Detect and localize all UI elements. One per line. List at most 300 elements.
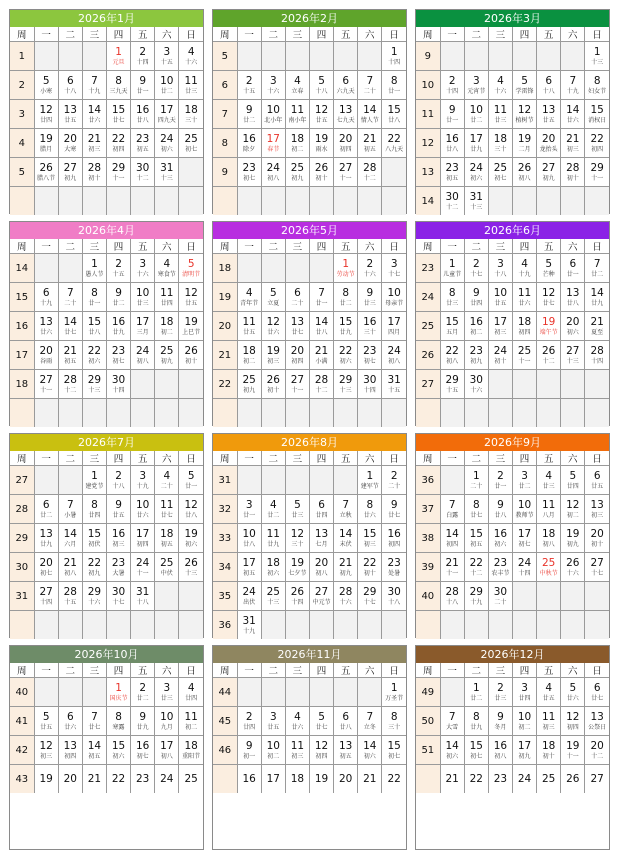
day-cell[interactable] xyxy=(285,553,309,582)
day-cell[interactable] xyxy=(58,524,82,553)
day-cell[interactable] xyxy=(107,129,131,158)
day-cell[interactable] xyxy=(261,71,285,100)
day-cell[interactable] xyxy=(131,707,155,736)
day-cell[interactable] xyxy=(440,129,464,158)
day-cell[interactable] xyxy=(561,100,585,129)
day-cell[interactable] xyxy=(34,495,58,524)
day-cell[interactable] xyxy=(179,100,203,129)
day-cell[interactable] xyxy=(285,129,309,158)
day-cell[interactable] xyxy=(82,553,106,582)
day-cell[interactable] xyxy=(464,736,488,765)
day-cell[interactable] xyxy=(155,466,179,495)
day-cell[interactable] xyxy=(440,736,464,765)
day-cell[interactable] xyxy=(82,129,106,158)
day-cell[interactable] xyxy=(58,495,82,524)
day-cell[interactable] xyxy=(488,129,512,158)
day-cell[interactable] xyxy=(537,707,561,736)
day-cell[interactable] xyxy=(310,341,334,370)
day-cell[interactable] xyxy=(440,283,464,312)
day-cell[interactable] xyxy=(382,42,406,71)
day-cell[interactable] xyxy=(131,42,155,71)
day-cell[interactable] xyxy=(585,524,609,553)
day-cell[interactable] xyxy=(464,158,488,187)
day-cell[interactable] xyxy=(585,707,609,736)
day-cell[interactable] xyxy=(464,524,488,553)
day-cell[interactable] xyxy=(310,158,334,187)
day-cell[interactable] xyxy=(82,254,106,283)
day-cell[interactable] xyxy=(131,524,155,553)
day-cell[interactable] xyxy=(537,678,561,707)
day-cell[interactable] xyxy=(334,341,358,370)
day-cell[interactable] xyxy=(537,100,561,129)
day-cell[interactable] xyxy=(58,312,82,341)
day-cell[interactable] xyxy=(358,495,382,524)
day-cell[interactable] xyxy=(358,707,382,736)
day-cell[interactable] xyxy=(488,158,512,187)
day-cell[interactable] xyxy=(382,370,406,399)
day-cell[interactable] xyxy=(131,100,155,129)
day-cell[interactable] xyxy=(464,370,488,399)
day-cell[interactable] xyxy=(155,158,179,187)
day-cell[interactable] xyxy=(131,158,155,187)
day-cell[interactable] xyxy=(537,158,561,187)
day-cell[interactable] xyxy=(82,312,106,341)
day-cell[interactable] xyxy=(488,678,512,707)
day-cell[interactable] xyxy=(464,582,488,611)
day-cell[interactable] xyxy=(131,71,155,100)
day-cell[interactable] xyxy=(107,466,131,495)
day-cell[interactable] xyxy=(464,254,488,283)
day-cell[interactable] xyxy=(440,341,464,370)
day-cell[interactable] xyxy=(464,129,488,158)
day-cell[interactable] xyxy=(82,582,106,611)
day-cell[interactable] xyxy=(82,283,106,312)
day-cell[interactable] xyxy=(537,283,561,312)
day-cell[interactable] xyxy=(261,524,285,553)
day-cell[interactable] xyxy=(358,312,382,341)
day-cell[interactable] xyxy=(58,736,82,765)
day-cell[interactable] xyxy=(155,71,179,100)
day-cell[interactable] xyxy=(107,71,131,100)
day-cell[interactable] xyxy=(82,466,106,495)
day-cell[interactable] xyxy=(179,283,203,312)
day-cell[interactable] xyxy=(513,71,537,100)
day-cell[interactable] xyxy=(237,71,261,100)
day-cell[interactable] xyxy=(155,341,179,370)
day-cell[interactable] xyxy=(310,524,334,553)
day-cell[interactable] xyxy=(440,100,464,129)
day-cell[interactable] xyxy=(58,582,82,611)
day-cell[interactable] xyxy=(537,341,561,370)
day-cell[interactable] xyxy=(179,707,203,736)
day-cell[interactable] xyxy=(179,312,203,341)
day-cell[interactable] xyxy=(585,466,609,495)
day-cell[interactable] xyxy=(513,524,537,553)
day-cell[interactable] xyxy=(237,495,261,524)
day-cell[interactable] xyxy=(561,312,585,341)
day-cell[interactable] xyxy=(107,100,131,129)
day-cell[interactable] xyxy=(334,158,358,187)
day-cell[interactable] xyxy=(179,42,203,71)
day-cell[interactable] xyxy=(285,524,309,553)
day-cell[interactable] xyxy=(440,187,464,216)
day-cell[interactable] xyxy=(237,158,261,187)
day-cell[interactable] xyxy=(285,341,309,370)
day-cell[interactable] xyxy=(82,370,106,399)
day-cell[interactable] xyxy=(237,312,261,341)
day-cell[interactable] xyxy=(513,341,537,370)
day-cell[interactable] xyxy=(310,553,334,582)
day-cell[interactable] xyxy=(155,312,179,341)
day-cell[interactable] xyxy=(310,129,334,158)
day-cell[interactable] xyxy=(58,129,82,158)
day-cell[interactable] xyxy=(261,312,285,341)
day-cell[interactable] xyxy=(237,370,261,399)
day-cell[interactable] xyxy=(382,707,406,736)
day-cell[interactable] xyxy=(561,283,585,312)
day-cell[interactable] xyxy=(358,524,382,553)
day-cell[interactable] xyxy=(537,254,561,283)
day-cell[interactable] xyxy=(107,553,131,582)
day-cell[interactable] xyxy=(537,71,561,100)
day-cell[interactable] xyxy=(382,341,406,370)
day-cell[interactable] xyxy=(334,524,358,553)
day-cell[interactable] xyxy=(107,736,131,765)
day-cell[interactable] xyxy=(82,736,106,765)
day-cell[interactable] xyxy=(585,312,609,341)
day-cell[interactable] xyxy=(34,582,58,611)
day-cell[interactable] xyxy=(58,158,82,187)
day-cell[interactable] xyxy=(488,582,512,611)
day-cell[interactable] xyxy=(513,129,537,158)
day-cell[interactable] xyxy=(382,71,406,100)
day-cell[interactable] xyxy=(285,283,309,312)
day-cell[interactable] xyxy=(34,707,58,736)
day-cell[interactable] xyxy=(585,129,609,158)
day-cell[interactable] xyxy=(285,736,309,765)
day-cell[interactable] xyxy=(261,553,285,582)
day-cell[interactable] xyxy=(585,495,609,524)
day-cell[interactable] xyxy=(58,100,82,129)
day-cell[interactable] xyxy=(131,678,155,707)
day-cell[interactable] xyxy=(513,736,537,765)
day-cell[interactable] xyxy=(261,283,285,312)
day-cell[interactable] xyxy=(440,158,464,187)
day-cell[interactable] xyxy=(334,370,358,399)
day-cell[interactable] xyxy=(585,283,609,312)
day-cell[interactable] xyxy=(261,736,285,765)
day-cell[interactable] xyxy=(537,312,561,341)
day-cell[interactable] xyxy=(34,341,58,370)
day-cell[interactable] xyxy=(440,71,464,100)
day-cell[interactable] xyxy=(358,283,382,312)
day-cell[interactable] xyxy=(464,678,488,707)
day-cell[interactable] xyxy=(82,100,106,129)
day-cell[interactable] xyxy=(107,495,131,524)
day-cell[interactable] xyxy=(131,341,155,370)
day-cell[interactable] xyxy=(585,42,609,71)
day-cell[interactable] xyxy=(585,341,609,370)
day-cell[interactable] xyxy=(358,736,382,765)
day-cell[interactable] xyxy=(82,158,106,187)
day-cell[interactable] xyxy=(537,553,561,582)
day-cell[interactable] xyxy=(358,158,382,187)
day-cell[interactable] xyxy=(334,100,358,129)
day-cell[interactable] xyxy=(131,736,155,765)
day-cell[interactable] xyxy=(488,466,512,495)
day-cell[interactable] xyxy=(82,524,106,553)
day-cell[interactable] xyxy=(155,495,179,524)
day-cell[interactable] xyxy=(440,707,464,736)
day-cell[interactable] xyxy=(513,553,537,582)
day-cell[interactable] xyxy=(310,582,334,611)
day-cell[interactable] xyxy=(513,283,537,312)
day-cell[interactable] xyxy=(382,582,406,611)
day-cell[interactable] xyxy=(440,553,464,582)
day-cell[interactable] xyxy=(358,100,382,129)
day-cell[interactable] xyxy=(107,283,131,312)
day-cell[interactable] xyxy=(561,254,585,283)
day-cell[interactable] xyxy=(561,524,585,553)
day-cell[interactable] xyxy=(58,71,82,100)
day-cell[interactable] xyxy=(179,678,203,707)
day-cell[interactable] xyxy=(488,553,512,582)
day-cell[interactable] xyxy=(131,254,155,283)
day-cell[interactable] xyxy=(334,582,358,611)
day-cell[interactable] xyxy=(464,71,488,100)
day-cell[interactable] xyxy=(155,707,179,736)
day-cell[interactable] xyxy=(107,158,131,187)
day-cell[interactable] xyxy=(464,495,488,524)
day-cell[interactable] xyxy=(82,341,106,370)
day-cell[interactable] xyxy=(488,312,512,341)
day-cell[interactable] xyxy=(537,129,561,158)
day-cell[interactable] xyxy=(310,736,334,765)
day-cell[interactable] xyxy=(513,254,537,283)
day-cell[interactable] xyxy=(131,129,155,158)
day-cell[interactable] xyxy=(382,553,406,582)
day-cell[interactable] xyxy=(237,100,261,129)
day-cell[interactable] xyxy=(440,254,464,283)
day-cell[interactable] xyxy=(155,129,179,158)
day-cell[interactable] xyxy=(237,283,261,312)
day-cell[interactable] xyxy=(310,495,334,524)
day-cell[interactable] xyxy=(107,707,131,736)
day-cell[interactable] xyxy=(179,736,203,765)
day-cell[interactable] xyxy=(464,466,488,495)
day-cell[interactable] xyxy=(285,370,309,399)
day-cell[interactable] xyxy=(237,129,261,158)
day-cell[interactable] xyxy=(334,312,358,341)
day-cell[interactable] xyxy=(358,553,382,582)
day-cell[interactable] xyxy=(585,158,609,187)
day-cell[interactable] xyxy=(488,495,512,524)
day-cell[interactable] xyxy=(585,71,609,100)
day-cell[interactable] xyxy=(131,495,155,524)
day-cell[interactable] xyxy=(382,495,406,524)
day-cell[interactable] xyxy=(440,524,464,553)
day-cell[interactable] xyxy=(561,71,585,100)
day-cell[interactable] xyxy=(131,466,155,495)
day-cell[interactable] xyxy=(585,553,609,582)
day-cell[interactable] xyxy=(561,707,585,736)
day-cell[interactable] xyxy=(488,100,512,129)
day-cell[interactable] xyxy=(107,42,131,71)
day-cell[interactable] xyxy=(464,283,488,312)
day-cell[interactable] xyxy=(261,158,285,187)
day-cell[interactable] xyxy=(82,71,106,100)
day-cell[interactable] xyxy=(34,100,58,129)
day-cell[interactable] xyxy=(585,100,609,129)
day-cell[interactable] xyxy=(585,678,609,707)
day-cell[interactable] xyxy=(285,71,309,100)
day-cell[interactable] xyxy=(382,283,406,312)
day-cell[interactable] xyxy=(561,678,585,707)
day-cell[interactable] xyxy=(179,341,203,370)
day-cell[interactable] xyxy=(382,736,406,765)
day-cell[interactable] xyxy=(537,736,561,765)
day-cell[interactable] xyxy=(440,370,464,399)
day-cell[interactable] xyxy=(440,582,464,611)
day-cell[interactable] xyxy=(382,524,406,553)
day-cell[interactable] xyxy=(155,42,179,71)
day-cell[interactable] xyxy=(34,129,58,158)
day-cell[interactable] xyxy=(261,129,285,158)
day-cell[interactable] xyxy=(155,678,179,707)
day-cell[interactable] xyxy=(537,466,561,495)
day-cell[interactable] xyxy=(585,736,609,765)
day-cell[interactable] xyxy=(513,495,537,524)
day-cell[interactable] xyxy=(561,553,585,582)
day-cell[interactable] xyxy=(261,495,285,524)
day-cell[interactable] xyxy=(179,129,203,158)
day-cell[interactable] xyxy=(488,254,512,283)
day-cell[interactable] xyxy=(34,158,58,187)
day-cell[interactable] xyxy=(358,129,382,158)
day-cell[interactable] xyxy=(561,736,585,765)
day-cell[interactable] xyxy=(285,707,309,736)
day-cell[interactable] xyxy=(334,283,358,312)
day-cell[interactable] xyxy=(537,495,561,524)
day-cell[interactable] xyxy=(310,283,334,312)
day-cell[interactable] xyxy=(561,158,585,187)
day-cell[interactable] xyxy=(334,736,358,765)
day-cell[interactable] xyxy=(358,466,382,495)
day-cell[interactable] xyxy=(488,524,512,553)
day-cell[interactable] xyxy=(107,254,131,283)
day-cell[interactable] xyxy=(237,553,261,582)
day-cell[interactable] xyxy=(513,707,537,736)
day-cell[interactable] xyxy=(537,524,561,553)
day-cell[interactable] xyxy=(58,370,82,399)
day-cell[interactable] xyxy=(488,736,512,765)
day-cell[interactable] xyxy=(382,100,406,129)
day-cell[interactable] xyxy=(334,129,358,158)
day-cell[interactable] xyxy=(107,678,131,707)
day-cell[interactable] xyxy=(179,254,203,283)
day-cell[interactable] xyxy=(179,71,203,100)
day-cell[interactable] xyxy=(334,254,358,283)
day-cell[interactable] xyxy=(488,341,512,370)
day-cell[interactable] xyxy=(237,611,261,640)
day-cell[interactable] xyxy=(179,524,203,553)
day-cell[interactable] xyxy=(358,254,382,283)
day-cell[interactable] xyxy=(34,283,58,312)
day-cell[interactable] xyxy=(131,312,155,341)
day-cell[interactable] xyxy=(261,341,285,370)
day-cell[interactable] xyxy=(310,707,334,736)
day-cell[interactable] xyxy=(237,736,261,765)
day-cell[interactable] xyxy=(464,707,488,736)
day-cell[interactable] xyxy=(513,466,537,495)
day-cell[interactable] xyxy=(464,553,488,582)
day-cell[interactable] xyxy=(155,553,179,582)
day-cell[interactable] xyxy=(358,341,382,370)
day-cell[interactable] xyxy=(382,678,406,707)
day-cell[interactable] xyxy=(488,283,512,312)
day-cell[interactable] xyxy=(179,495,203,524)
day-cell[interactable] xyxy=(237,582,261,611)
day-cell[interactable] xyxy=(358,71,382,100)
day-cell[interactable] xyxy=(513,312,537,341)
day-cell[interactable] xyxy=(334,553,358,582)
day-cell[interactable] xyxy=(261,370,285,399)
day-cell[interactable] xyxy=(58,341,82,370)
day-cell[interactable] xyxy=(261,100,285,129)
day-cell[interactable] xyxy=(34,553,58,582)
day-cell[interactable] xyxy=(58,283,82,312)
day-cell[interactable] xyxy=(464,187,488,216)
day-cell[interactable] xyxy=(179,553,203,582)
day-cell[interactable] xyxy=(334,71,358,100)
day-cell[interactable] xyxy=(131,283,155,312)
day-cell[interactable] xyxy=(382,254,406,283)
day-cell[interactable] xyxy=(34,71,58,100)
day-cell[interactable] xyxy=(513,158,537,187)
day-cell[interactable] xyxy=(237,341,261,370)
day-cell[interactable] xyxy=(237,524,261,553)
day-cell[interactable] xyxy=(440,495,464,524)
day-cell[interactable] xyxy=(58,553,82,582)
day-cell[interactable] xyxy=(34,370,58,399)
day-cell[interactable] xyxy=(561,466,585,495)
day-cell[interactable] xyxy=(310,71,334,100)
day-cell[interactable] xyxy=(585,254,609,283)
day-cell[interactable] xyxy=(58,707,82,736)
day-cell[interactable] xyxy=(107,370,131,399)
day-cell[interactable] xyxy=(155,254,179,283)
day-cell[interactable] xyxy=(34,524,58,553)
day-cell[interactable] xyxy=(488,71,512,100)
day-cell[interactable] xyxy=(561,341,585,370)
day-cell[interactable] xyxy=(285,582,309,611)
day-cell[interactable] xyxy=(488,707,512,736)
day-cell[interactable] xyxy=(310,100,334,129)
day-cell[interactable] xyxy=(464,100,488,129)
day-cell[interactable] xyxy=(82,495,106,524)
day-cell[interactable] xyxy=(261,582,285,611)
day-cell[interactable] xyxy=(382,129,406,158)
day-cell[interactable] xyxy=(34,312,58,341)
day-cell[interactable] xyxy=(513,678,537,707)
day-cell[interactable] xyxy=(358,582,382,611)
day-cell[interactable] xyxy=(107,524,131,553)
day-cell[interactable] xyxy=(464,312,488,341)
day-cell[interactable] xyxy=(285,312,309,341)
day-cell[interactable] xyxy=(334,495,358,524)
day-cell[interactable] xyxy=(382,466,406,495)
day-cell[interactable] xyxy=(82,707,106,736)
